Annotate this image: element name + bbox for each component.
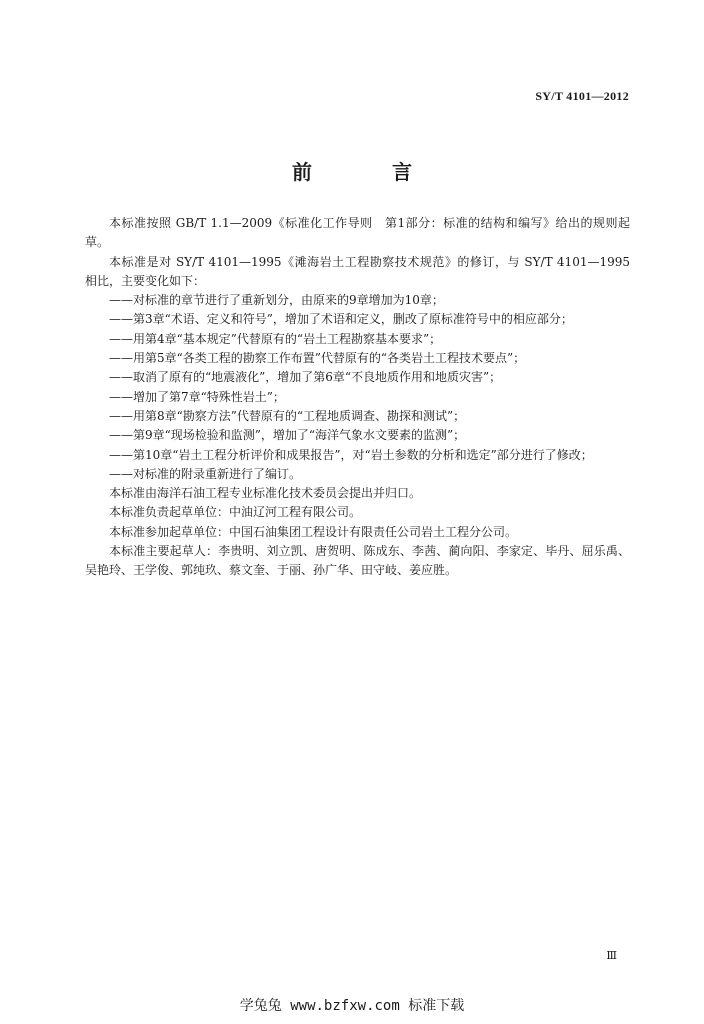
watermark: 学兔兔 www.bzfxw.com 标准下载 — [239, 998, 465, 1014]
list-item: ——取消了原有的“地震液化”，增加了第6章“不良地质作用和地质灾害”； — [109, 370, 502, 385]
paragraph-revision-intro: 本标准是对 SY/T 4101—1995《滩海岩土工程勘察技术规范》的修订，与 SY/T 4101—1995 相比，主要变化如下： — [85, 254, 630, 288]
list-item: ——第9章“现场检验和监测”，增加了“海洋气象水文要素的监测”； — [109, 428, 466, 443]
paragraph-participating-drafter: 本标准参加起草单位：中国石油集团工程设计有限责任公司岩土工程分公司。 — [109, 524, 518, 539]
list-item: ——对标准的附录重新进行了编订。 — [109, 466, 302, 481]
list-item: ——对标准的章节进行了重新划分，由原来的9章增加为10章； — [109, 293, 444, 308]
paragraph-drafting-rules: 本标准按照 GB/T 1.1—2009《标准化工作导则 第1部分：标准的结构和编写》给出的规则起草。 — [85, 216, 630, 250]
list-item: ——用第5章“各类工程的勘察工作布置”代替原有的“各类岩土工程技术要点”； — [109, 351, 526, 366]
paragraph-main-drafters: 本标准主要起草人：李贵明、刘立凯、唐贺明、陈成东、李茜、蔺向阳、李家定、毕丹、屈乐禹、吴艳玲、王学俊、郭纯玖、蔡文奎、于丽、孙广华、田守岐、姜应胜。 — [85, 544, 630, 578]
list-item: ——第10章“岩土工程分析评价和成果报告”，对“岩土参数的分析和选定”部分进行了修改； — [109, 447, 593, 462]
paragraph-lead-drafter: 本标准负责起草单位：中油辽河工程有限公司。 — [109, 505, 362, 520]
list-item: ——第3章“术语、定义和符号”，增加了术语和定义，删改了原标准符号中的相应部分； — [109, 312, 573, 327]
list-item: ——用第4章“基本规定”代替原有的“岩土工程勘察基本要求”； — [109, 331, 442, 346]
standard-code: SY/T 4101—2012 — [535, 89, 629, 103]
foreword-body — [85, 214, 630, 581]
paragraph-proposer: 本标准由海洋石油工程专业标准化技术委员会提出并归口。 — [109, 486, 422, 501]
list-item: ——增加了第7章“特殊性岩土”； — [109, 389, 285, 404]
page-number: Ⅲ — [606, 950, 617, 962]
list-item: ——用第8章“勘察方法”代替原有的“工程地质调查、勘探和测试”； — [109, 408, 466, 423]
page-title: 前 言 — [292, 160, 442, 184]
